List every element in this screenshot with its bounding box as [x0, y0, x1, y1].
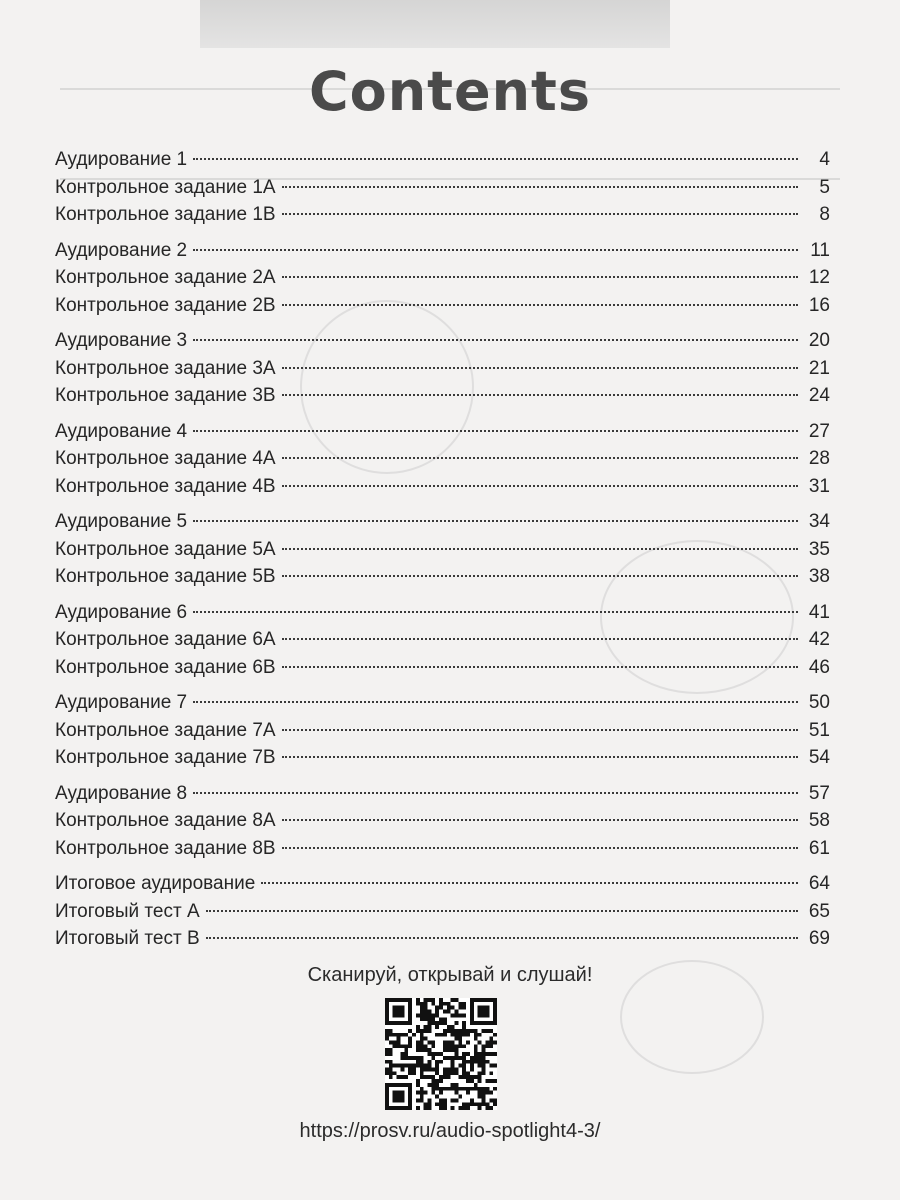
page-title: Contents	[308, 60, 591, 123]
toc-entry-label: Аудирование 4	[55, 420, 188, 442]
toc-entry-label: Аудирование 7	[55, 692, 188, 713]
toc-entry-page: 4	[819, 149, 830, 170]
toc-entry[interactable]	[55, 870, 830, 898]
toc-entry[interactable]	[55, 780, 830, 808]
toc-entry[interactable]	[55, 925, 830, 953]
dot-leader	[193, 158, 798, 160]
toc-entry-label: Аудирование 5	[55, 511, 188, 532]
toc-group	[55, 237, 830, 320]
dot-leader	[282, 729, 798, 731]
toc-entry-label: Контрольное задание 2А	[55, 267, 276, 288]
toc-entry-label: Контрольное задание 5А	[55, 538, 276, 560]
toc-entry-label: Итоговый тест В	[55, 928, 200, 949]
toc-entry-page: 46	[808, 656, 830, 678]
toc-entry-page: 11	[810, 239, 830, 261]
toc-entry[interactable]	[55, 599, 830, 627]
toc-entry[interactable]	[55, 744, 830, 772]
toc-entry-page: 51	[808, 719, 830, 741]
toc-entry[interactable]	[55, 835, 830, 863]
toc-entry[interactable]	[55, 689, 830, 717]
toc-entry-page: 35	[808, 538, 830, 560]
toc-group	[55, 780, 830, 863]
toc-entry-page: 12	[808, 267, 830, 288]
table-of-contents	[55, 146, 830, 961]
dot-leader	[193, 339, 798, 341]
toc-entry[interactable]	[55, 898, 830, 926]
toc-entry-page: 54	[808, 747, 830, 768]
toc-entry-label: Аудирование 1	[55, 149, 188, 170]
toc-entry-page: 42	[808, 629, 830, 650]
dot-leader	[282, 666, 798, 668]
toc-entry[interactable]	[55, 654, 830, 682]
audio-url-link[interactable]: https://prosv.ru/audio-spotlight4-3/	[299, 1120, 601, 1142]
toc-entry[interactable]	[55, 382, 830, 410]
toc-entry-page: 8	[819, 204, 830, 225]
toc-entry-label: Аудирование 3	[55, 330, 188, 351]
dot-leader	[193, 430, 798, 432]
toc-entry-page: 57	[808, 782, 830, 804]
background-show-through	[200, 0, 670, 48]
toc-entry[interactable]	[55, 355, 830, 383]
toc-group	[55, 599, 830, 682]
toc-entry-label: Итоговое аудирование	[55, 873, 256, 894]
dot-leader	[282, 638, 798, 640]
dot-leader	[193, 520, 798, 522]
toc-entry[interactable]	[55, 418, 830, 446]
toc-entry-page: 16	[808, 294, 830, 316]
toc-entry-page: 27	[808, 420, 830, 442]
toc-entry-label: Контрольное задание 6В	[55, 656, 276, 678]
toc-entry-label: Итоговый тест А	[55, 900, 200, 922]
toc-entry[interactable]	[55, 563, 830, 591]
dot-leader	[282, 548, 798, 550]
dot-leader	[282, 276, 798, 278]
toc-entry[interactable]	[55, 237, 830, 265]
toc-entry[interactable]	[55, 807, 830, 835]
dot-leader	[282, 394, 798, 396]
dot-leader	[282, 186, 798, 188]
toc-entry-label: Контрольное задание 3А	[55, 357, 276, 379]
toc-entry-page: 21	[808, 357, 830, 379]
toc-entry-page: 31	[808, 475, 830, 497]
toc-entry-page: 58	[808, 810, 830, 831]
toc-entry-label: Контрольное задание 7В	[55, 747, 276, 768]
toc-entry-page: 5	[819, 176, 830, 198]
toc-entry-label: Контрольное задание 4А	[55, 448, 276, 469]
toc-entry[interactable]	[55, 626, 830, 654]
dot-leader	[206, 937, 798, 939]
dot-leader	[282, 819, 798, 821]
toc-entry-label: Контрольное задание 7А	[55, 719, 276, 741]
toc-entry-label: Контрольное задание 8В	[55, 837, 276, 859]
toc-entry-label: Контрольное задание 3В	[55, 385, 276, 406]
dot-leader	[193, 792, 798, 794]
toc-entry-page: 38	[808, 566, 830, 587]
dot-leader	[282, 213, 798, 215]
dot-leader	[193, 249, 798, 251]
dot-leader	[282, 304, 798, 306]
toc-group	[55, 689, 830, 772]
toc-entry-page: 64	[808, 873, 830, 894]
toc-entry-label: Контрольное задание 4В	[55, 475, 276, 497]
dot-leader	[282, 575, 798, 577]
toc-group	[55, 870, 830, 953]
toc-entry-label: Контрольное задание 8А	[55, 810, 276, 831]
toc-entry-label: Контрольное задание 2В	[55, 294, 276, 316]
toc-entry-label: Контрольное задание 6А	[55, 629, 276, 650]
toc-entry-label: Аудирование 6	[55, 601, 188, 623]
toc-entry-page: 69	[808, 928, 830, 949]
toc-entry-page: 34	[808, 511, 830, 532]
dot-leader	[282, 457, 798, 459]
toc-entry-label: Контрольное задание 1В	[55, 204, 276, 225]
toc-entry[interactable]	[55, 146, 830, 174]
toc-entry[interactable]	[55, 327, 830, 355]
toc-entry-page: 24	[808, 385, 830, 406]
toc-entry[interactable]	[55, 717, 830, 745]
toc-group	[55, 418, 830, 501]
toc-entry[interactable]	[55, 508, 830, 536]
dot-leader	[282, 847, 798, 849]
scan-prompt: Сканируй, открывай и слушай!	[307, 964, 593, 986]
dot-leader	[193, 611, 798, 613]
toc-entry[interactable]	[55, 174, 830, 202]
toc-entry-page: 61	[808, 837, 830, 859]
toc-entry-label: Контрольное задание 1А	[55, 176, 276, 198]
toc-entry[interactable]	[55, 264, 830, 292]
toc-entry[interactable]	[55, 445, 830, 473]
dot-leader	[282, 756, 798, 758]
toc-entry-page: 20	[808, 330, 830, 351]
dot-leader	[282, 367, 798, 369]
toc-entry-label: Контрольное задание 5В	[55, 566, 276, 587]
toc-group	[55, 508, 830, 591]
dot-leader	[282, 485, 798, 487]
toc-entry[interactable]	[55, 201, 830, 229]
toc-entry[interactable]	[55, 292, 830, 320]
toc-entry[interactable]	[55, 536, 830, 564]
toc-group	[55, 146, 830, 229]
dot-leader	[193, 701, 798, 703]
toc-group	[55, 327, 830, 410]
toc-entry-label: Аудирование 2	[55, 239, 188, 261]
toc-entry-page: 28	[808, 448, 830, 469]
toc-entry[interactable]	[55, 473, 830, 501]
toc-entry-page: 65	[808, 900, 830, 922]
qr-code-icon[interactable]	[385, 998, 497, 1110]
dot-leader	[261, 882, 798, 884]
dot-leader	[206, 910, 798, 912]
toc-entry-page: 41	[808, 601, 830, 623]
toc-entry-page: 50	[808, 692, 830, 713]
toc-entry-label: Аудирование 8	[55, 782, 188, 804]
